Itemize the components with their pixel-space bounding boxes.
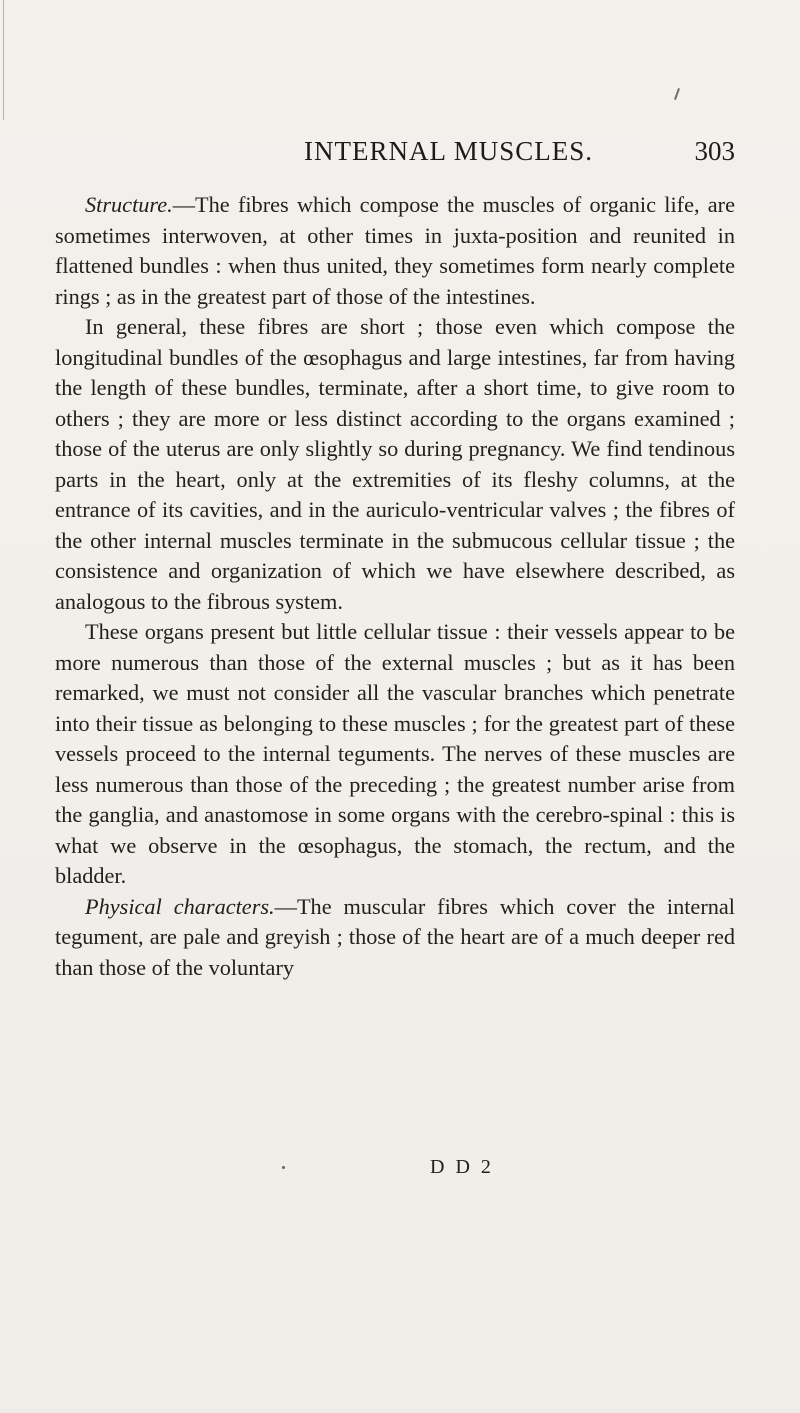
paragraph-fibres bbox=[55, 312, 735, 617]
page-header bbox=[55, 136, 735, 176]
paragraph-physical-characters bbox=[55, 892, 735, 984]
paragraph-text: —The muscular fibres which cover the internal tegument, are pale and greyish ; those of the heart are of a much deeper red than those of the voluntary bbox=[55, 893, 735, 980]
stray-pen-mark bbox=[674, 88, 680, 100]
body-text bbox=[55, 190, 735, 983]
signature-mark: D D 2 bbox=[430, 1156, 494, 1178]
paragraph-text: —The fibres which compose the muscles of organic life, are sometimes interwoven, at other times in juxta-position and reunited in flattened bundles : when thus united, they sometimes form nearly complete rings ; as in the greatest part of those of the intestines. bbox=[55, 192, 735, 309]
paragraph-text: These organs present but little cellular tissue : their vessels appear to be more numerous than those of the external muscles ; but as it has been remarked, we must not consider all the vascular branches which penetrate into their tissue as belonging to these muscles ; for the greatest part of these vessels proceed to the internal teguments. The nerves of these muscles are less numerous than those of the preceding ; the greatest number arise from the ganglia, and anastomose in some organs with the cerebro-spinal : this is what we observe in the œsophagus, the stomach, the rectum, and the bladder. bbox=[55, 619, 735, 888]
page-number: 303 bbox=[694, 136, 735, 166]
paragraph-lead: Physical characters. bbox=[85, 893, 275, 919]
paragraph-lead: Structure. bbox=[85, 192, 173, 217]
running-title: INTERNAL MUSCLES. bbox=[304, 136, 594, 166]
page-edge-line bbox=[3, 0, 4, 120]
paragraph-vessels-nerves bbox=[55, 617, 735, 892]
paragraph-structure bbox=[55, 190, 735, 312]
paragraph-text: In general, these fibres are short ; those even which compose the longitudinal bundles of the œsophagus and large intestines, far from having the length of these bundles, terminate, after a short time, to give room to others ; they are more or less distinct according to the organs examined ; those of the uterus are only slightly so during pregnancy. We find tendinous parts in the heart, only at the extremities of its fleshy columns, at the entrance of its cavities, and in the auriculo-ventricular valves ; the fibres of the other internal muscles terminate in the submucous cellular tissue ; the consistence and organization of which we have elsewhere described, as analogous to the fibrous system. bbox=[55, 314, 735, 614]
stray-dot bbox=[282, 1166, 285, 1169]
